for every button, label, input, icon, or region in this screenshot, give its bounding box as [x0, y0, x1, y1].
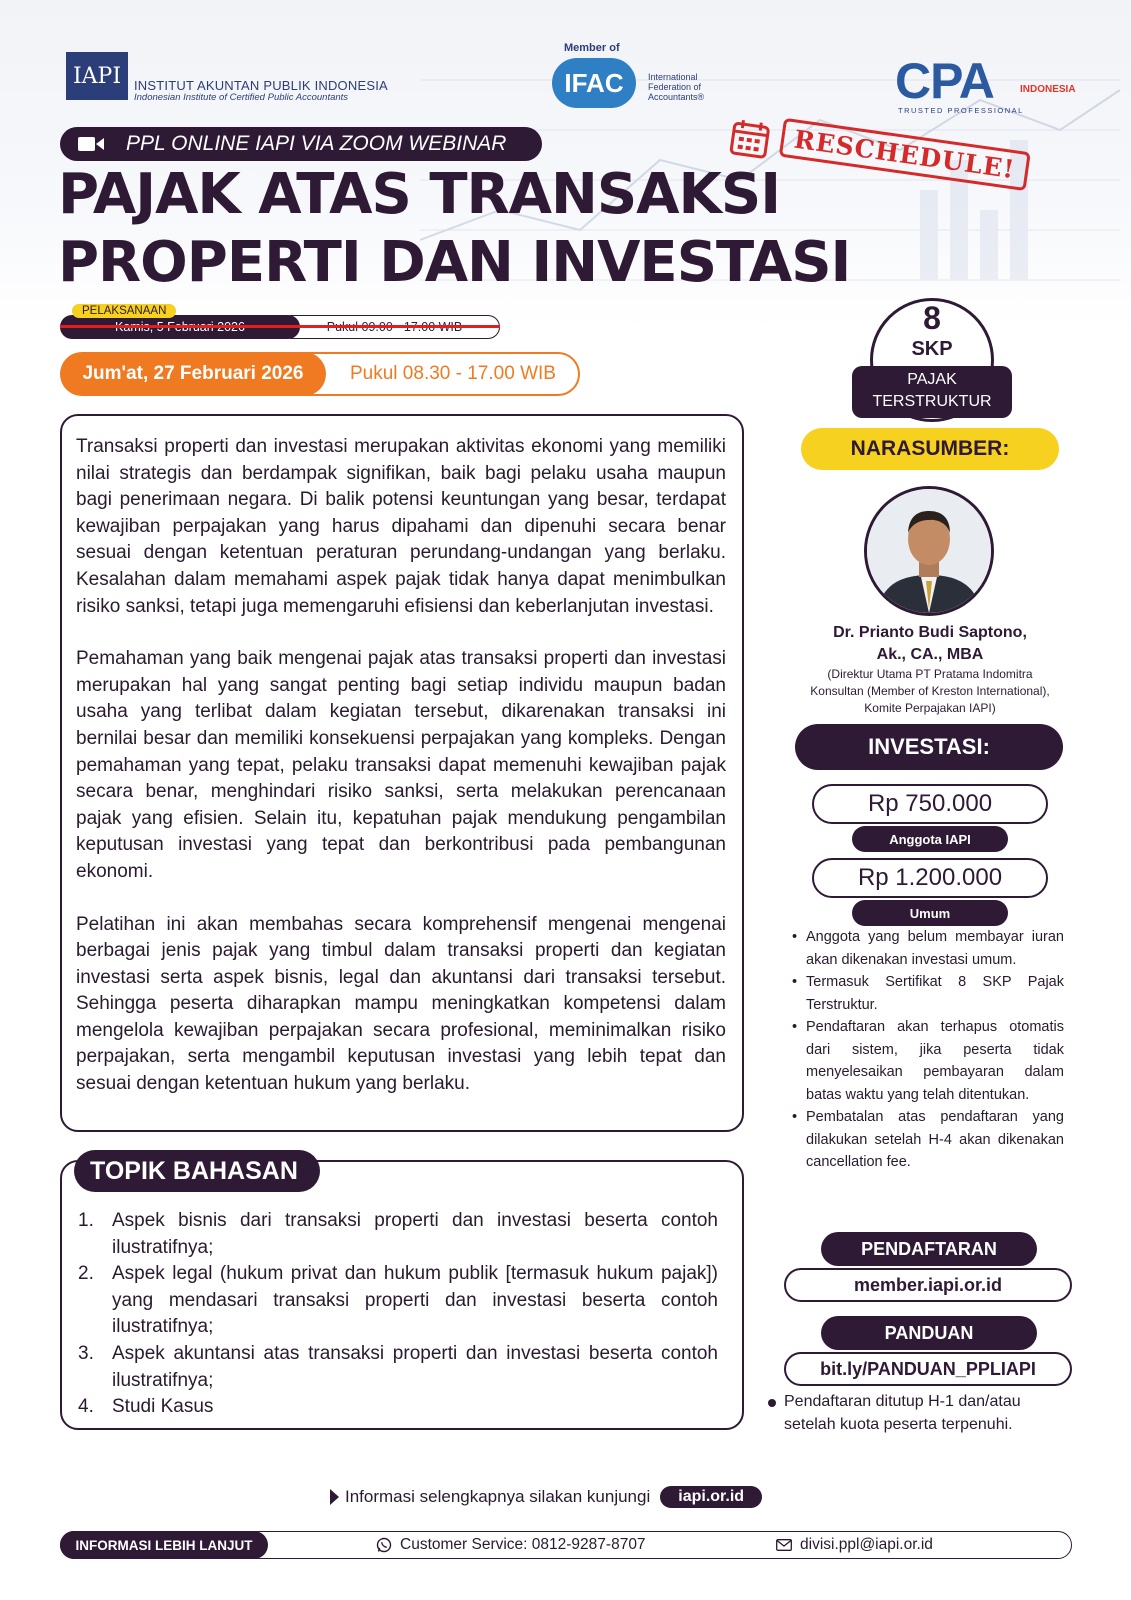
strikethrough-line: [60, 325, 500, 328]
ifac-member-label: Member of: [564, 42, 620, 54]
cpa-logo: CPA: [895, 53, 994, 109]
play-arrow-icon: [330, 1489, 339, 1505]
registration-link[interactable]: member.iapi.or.id: [784, 1268, 1072, 1302]
ifac-logo-text: IFAC: [564, 67, 624, 98]
new-time: Pukul 08.30 - 17.00 WIB: [300, 352, 580, 396]
footer-tag: INFORMASI LEBIH LANJUT: [60, 1531, 268, 1559]
speaker-role-line-2: Konsultan (Member of Kreston International),: [810, 684, 1050, 698]
topic-item: [78, 1394, 718, 1421]
more-info-line: [330, 1486, 762, 1508]
topics-list: [78, 1208, 718, 1421]
more-info-text: Informasi selengkapnya silakan kunjungi: [345, 1487, 651, 1506]
price-member: Rp 750.000: [812, 784, 1048, 824]
investment-notes: [792, 926, 1064, 1174]
guide-link[interactable]: bit.ly/PANDUAN_PPLIAPI: [784, 1352, 1072, 1386]
closing-note-text: Pendaftaran ditutup H-1 dan/atau setelah kuota peserta terpenuhi.: [784, 1393, 1021, 1433]
speaker-role-line-1: (Direktur Utama PT Pratama Indomitra: [827, 667, 1033, 681]
iapi-org-subtitle: Indonesian Institute of Certified Public Accountants: [134, 92, 349, 103]
new-schedule: [60, 352, 580, 396]
skp-category: [852, 366, 1012, 418]
description-paragraph: Transaksi properti dan investasi merupakan aktivitas ekonomi yang memiliki nilai strategis dan berdampak signifikan, baik bagi pelaku usaha maupun bagi penerimaan negara. Di balik potensi keuntungan yang besar, terdapat kewajiban perpajakan yang harus dipahami dan dipenuhi secara benar sesuai dengan ketentuan peraturan perundang-undangan yang berlaku. Kesalahan dalam memahami aspek pajak tidak hanya dapat menimbulkan risiko sanksi, tetapi juga memengaruhi efisiensi dan keberlanjutan investasi.: [76, 436, 726, 617]
investment-note: • Pembatalan atas pendaftaran yang dilakukan setelah H-4 akan dikenakan cancellation fee.: [792, 1106, 1064, 1174]
schedule-label: PELAKSANAAN: [72, 304, 176, 318]
skp-category-line-2: TERSTRUKTUR: [872, 393, 992, 410]
mail-icon: [776, 1539, 792, 1551]
guide-heading: PANDUAN: [821, 1316, 1037, 1350]
speaker-role-line-3: Komite Perpajakan IAPI): [864, 701, 996, 715]
topics-box: [60, 1160, 744, 1430]
event-title-line-1: PAJAK ATAS TRANSAKSI: [58, 162, 781, 227]
website-link[interactable]: iapi.or.id: [660, 1486, 762, 1508]
topic-text: Aspek akuntansi atas transaksi properti dan investasi beserta contoh ilustratifnya;: [112, 1342, 718, 1391]
event-title-line-2: PROPERTI DAN INVESTASI: [58, 230, 851, 295]
speaker-name: [780, 622, 1080, 666]
new-date: Jum'at, 27 Februari 2026: [60, 352, 326, 396]
speaker-name-line-2: Ak., CA., MBA: [876, 646, 984, 663]
investment-heading: INVESTASI:: [795, 724, 1063, 770]
speaker-heading: NARASUMBER:: [801, 428, 1059, 470]
skp-value: 8: [923, 300, 941, 336]
iapi-logo-text: IAPI: [72, 63, 122, 89]
topic-number: 4.: [78, 1396, 94, 1418]
email-contact[interactable]: [776, 1531, 933, 1559]
email-text: divisi.ppl@iapi.or.id: [800, 1536, 933, 1553]
reschedule-stamp-text: RESCHEDULE!: [779, 118, 1031, 191]
topics-heading: TOPIK BAHASAN: [74, 1150, 320, 1192]
cpa-tagline: TRUSTED PROFESSIONAL: [898, 106, 1024, 115]
description-paragraph: Pelatihan ini akan membahas secara komprehensif mengenai mengenai berbagai jenis pajak yang timbul dalam transaksi properti dan kegiatan investasi serta aspek bisnis, legal dan akuntansi dari transaksi tersebut. Sehingga peserta diharapkan mampu meningkatkan kompetensi dalam mengelola kewajiban perpajakan secara profesional, meminimalkan risiko perpajakan, serta mengambil keputusan investasi yang lebih tepat dan sesuai dengan ketentuan hukum yang berlaku.: [76, 913, 726, 1095]
investment-note: • Pendaftaran akan terhapus otomatis dari sistem, jika peserta tidak menyelesaikan pembayaran dalam batas waktu yang telah ditentukan.: [792, 1016, 1064, 1106]
iapi-logo: [66, 52, 128, 100]
skp-category-line-1: PAJAK: [907, 371, 957, 388]
bullet-dot-icon: [768, 1399, 776, 1407]
topic-number: 2.: [78, 1263, 94, 1285]
price-public-label: Umum: [852, 900, 1008, 926]
calendar-icon: [729, 117, 772, 160]
speaker-role: [780, 666, 1080, 717]
speaker-portrait-graphic: [867, 489, 991, 613]
customer-service[interactable]: [376, 1531, 646, 1559]
topic-item: [78, 1208, 718, 1261]
ifac-full-name: International Federation of Accountants®: [648, 72, 705, 102]
topic-number: 1.: [78, 1210, 94, 1231]
price-member-label: Anggota IAPI: [852, 826, 1008, 852]
video-camera-icon: [78, 136, 104, 152]
skp-unit: SKP: [911, 338, 953, 360]
registration-heading: PENDAFTARAN: [821, 1232, 1037, 1266]
iapi-org-name: INSTITUT AKUNTAN PUBLIK INDONESIA: [134, 78, 388, 93]
description-paragraph: Pemahaman yang baik mengenai pajak atas transaksi properti dan investasi merupakan hal yang sangat penting bagi setiap individu maupun badan usaha yang terlibat dalam kegiatan tersebut, dikarenakan transaksi ini bernilai besar dan memiliki konsekuensi perpajakan yang kompleks. Dengan pemahaman yang tepat, pelaku transaksi dapat memenuhi kewajiban pajak secara benar, menghindari risiko sanksi, serta melakukan perencanaan pajak yang efisien. Selain itu, kepatuhan pajak mendukung pengambilan keputusan investasi yang tepat dan berkontribusi pada pembangunan ekonomi.: [76, 648, 726, 882]
topic-item: [78, 1261, 718, 1341]
topic-item: [78, 1341, 718, 1394]
topic-text: Aspek bisnis dari transaksi properti dan investasi beserta contoh ilustratifnya;: [112, 1210, 718, 1258]
speaker-name-line-1: Dr. Prianto Budi Saptono,: [833, 624, 1027, 641]
old-schedule: [60, 315, 500, 339]
description-box: [60, 414, 744, 1132]
customer-service-text: Customer Service: 0812-9287-8707: [400, 1536, 646, 1553]
webinar-format-bar: [60, 127, 542, 161]
cpa-country: INDONESIA: [1020, 84, 1076, 95]
speaker-photo: [864, 486, 994, 616]
webinar-format-text: PPL ONLINE IAPI VIA ZOOM WEBINAR: [126, 132, 507, 155]
registration-closing-note: [768, 1390, 1068, 1436]
topic-text: Studi Kasus: [112, 1396, 214, 1418]
price-public: Rp 1.200.000: [812, 858, 1048, 898]
ifac-logo: [552, 58, 636, 108]
whatsapp-icon: [376, 1537, 392, 1553]
investment-note: • Anggota yang belum membayar iuran akan dikenakan investasi umum.: [792, 926, 1064, 971]
topic-text: Aspek legal (hukum privat dan hukum publik [termasuk hukum pajak]) yang mendasari transaksi properti dan investasi beserta contoh ilustratifnya;: [112, 1263, 718, 1338]
investment-note: • Termasuk Sertifikat 8 SKP Pajak Terstruktur.: [792, 971, 1064, 1016]
topic-number: 3.: [78, 1342, 94, 1364]
